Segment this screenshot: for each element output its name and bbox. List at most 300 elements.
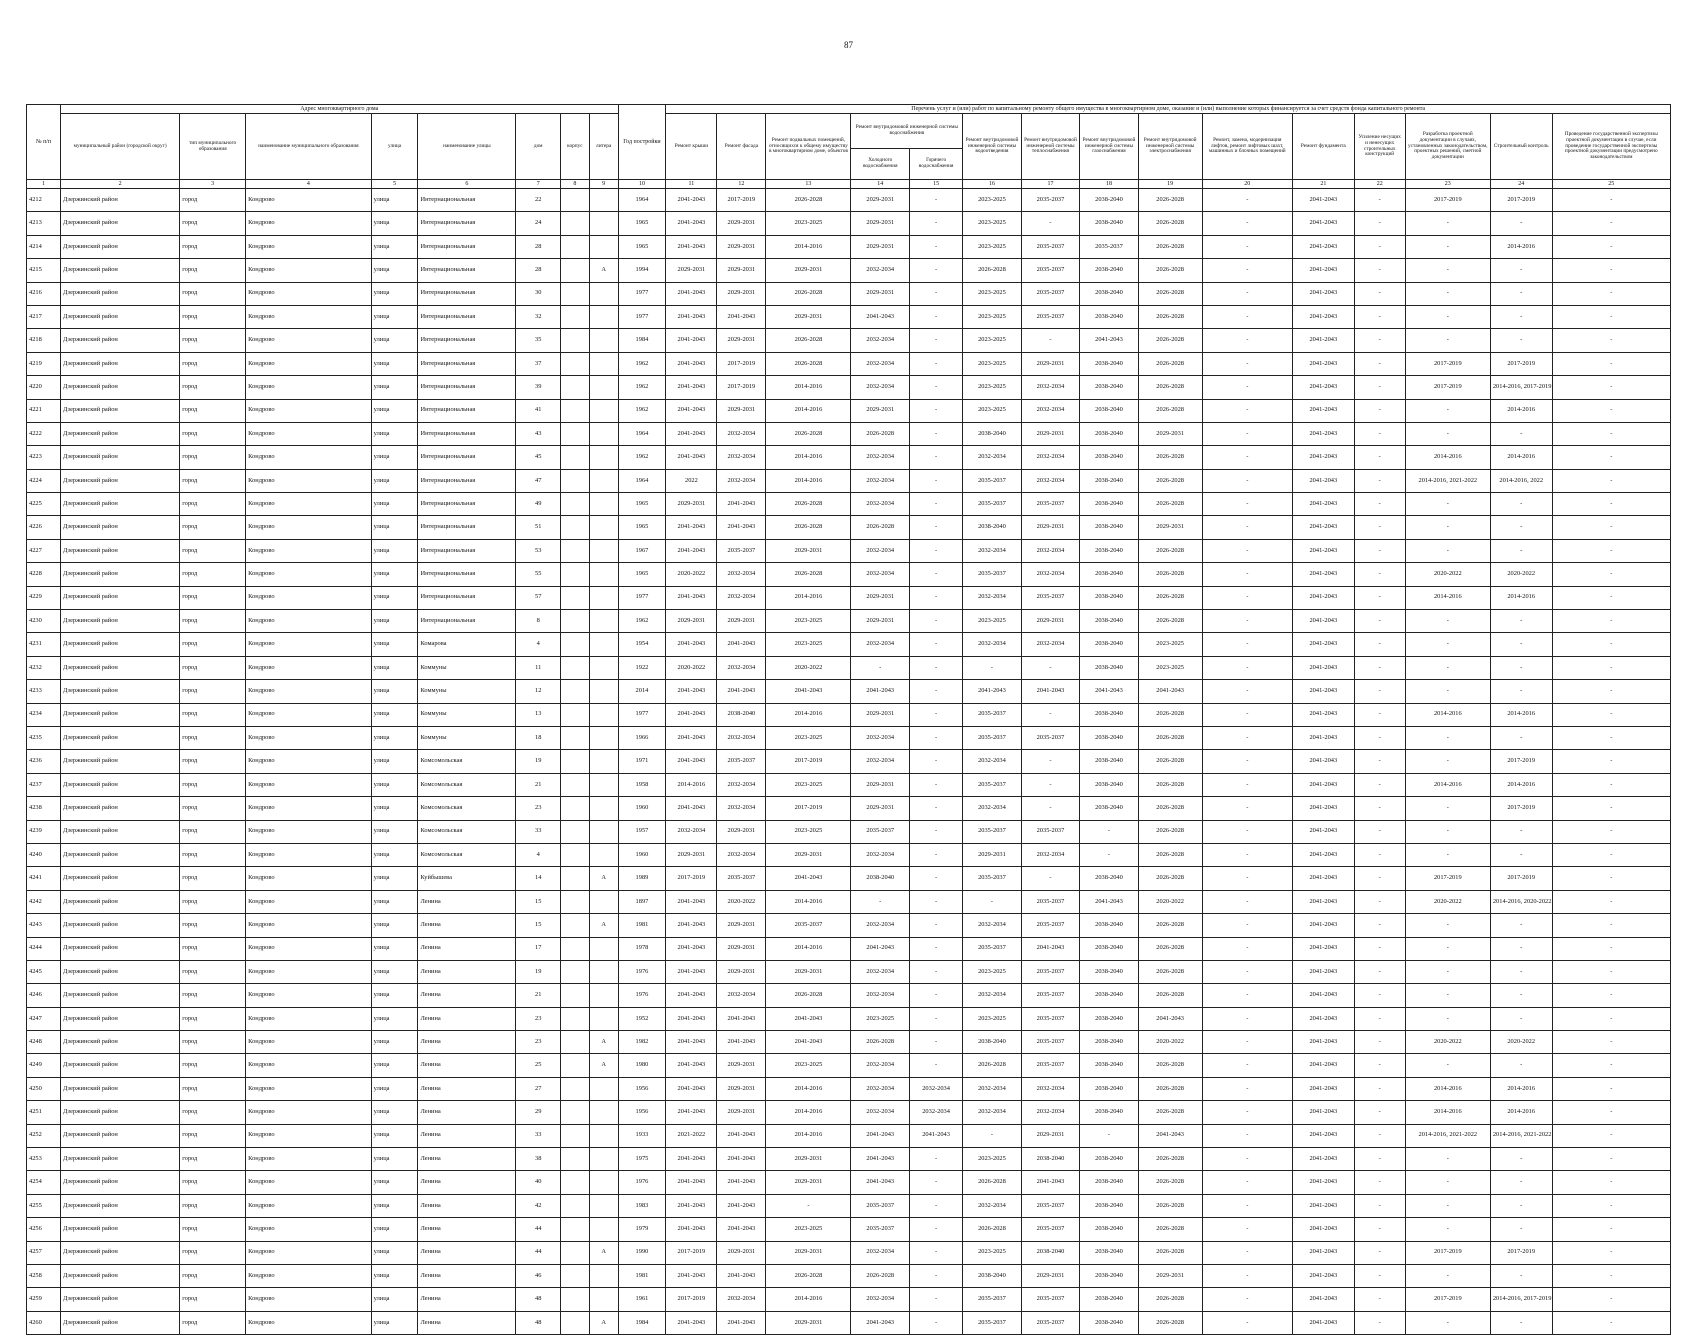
- cell-electric: 2029-2031: [1138, 422, 1202, 445]
- cell-type: город: [180, 516, 246, 539]
- cell-house: 48: [516, 1311, 561, 1334]
- cell-strengthening: -: [1354, 563, 1405, 586]
- column-header-roof: Ремонт крыши: [666, 114, 717, 180]
- cell-elevator: -: [1202, 797, 1292, 820]
- column-number-cell: 10: [618, 180, 666, 189]
- cell-basement: 2023-2025: [766, 610, 851, 633]
- cell-hot-water: -: [910, 1218, 963, 1241]
- cell-year: 1976: [618, 960, 666, 983]
- cell-roof: 2041-2043: [666, 446, 717, 469]
- cell-design: 2017-2019: [1405, 1288, 1490, 1311]
- cell-hot-water: -: [910, 259, 963, 282]
- cell-house: 15: [516, 890, 561, 913]
- cell-heating: 2035-2037: [1021, 305, 1080, 328]
- cell-supervision: 2020-2022: [1490, 1031, 1552, 1054]
- table-row: [27, 1054, 1671, 1077]
- table-row: [27, 539, 1671, 562]
- cell-building: [561, 1124, 590, 1147]
- cell-elevator: -: [1202, 726, 1292, 749]
- cell-heating: 2035-2037: [1021, 586, 1080, 609]
- cell-roof: 2032-2034: [666, 820, 717, 843]
- cell-district: Дзержинский район: [61, 282, 180, 305]
- cell-foundation: 2041-2043: [1292, 376, 1354, 399]
- cell-hot-water: -: [910, 680, 963, 703]
- cell-expertise: -: [1552, 656, 1670, 679]
- cell-heating: 2032-2034: [1021, 563, 1080, 586]
- cell-heating: 2032-2034: [1021, 469, 1080, 492]
- cell-supervision: 2014-2016, 2020-2022: [1490, 890, 1552, 913]
- cell-electric: 2026-2028: [1138, 189, 1202, 212]
- cell-house: 49: [516, 493, 561, 516]
- cell-electric: 2023-2025: [1138, 656, 1202, 679]
- cell-street-type: улица: [371, 446, 418, 469]
- cell-sewerage: 2032-2034: [963, 750, 1022, 773]
- cell-num: 4241: [27, 867, 61, 890]
- cell-building: [561, 516, 590, 539]
- cell-num: 4231: [27, 633, 61, 656]
- cell-house: 28: [516, 235, 561, 258]
- cell-building: [561, 493, 590, 516]
- cell-type: город: [180, 1311, 246, 1334]
- cell-design: -: [1405, 960, 1490, 983]
- cell-num: 4230: [27, 610, 61, 633]
- cell-facade: 2041-2043: [717, 1148, 766, 1171]
- cell-district: Дзержинский район: [61, 610, 180, 633]
- cell-supervision: -: [1490, 914, 1552, 937]
- cell-supervision: -: [1490, 329, 1552, 352]
- cell-hot-water: -: [910, 1311, 963, 1334]
- cell-gas: 2038-2040: [1080, 1311, 1139, 1334]
- cell-house: 22: [516, 189, 561, 212]
- table-row: [27, 820, 1671, 843]
- cell-street-type: улица: [371, 797, 418, 820]
- cell-street-type: улица: [371, 235, 418, 258]
- cell-municipality: Кондрово: [246, 1031, 372, 1054]
- cell-electric: 2026-2028: [1138, 563, 1202, 586]
- cell-house: 27: [516, 1077, 561, 1100]
- cell-street-name: Ленина: [418, 1101, 516, 1124]
- cell-sewerage: 2026-2028: [963, 1171, 1022, 1194]
- cell-design: 2020-2022: [1405, 563, 1490, 586]
- cell-supervision: -: [1490, 820, 1552, 843]
- cell-gas: 2038-2040: [1080, 703, 1139, 726]
- cell-sewerage: 2035-2037: [963, 937, 1022, 960]
- cell-num: 4216: [27, 282, 61, 305]
- cell-street-name: Интернациональная: [418, 282, 516, 305]
- cell-district: Дзержинский район: [61, 726, 180, 749]
- cell-municipality: Кондрово: [246, 867, 372, 890]
- cell-type: город: [180, 867, 246, 890]
- cell-type: город: [180, 1288, 246, 1311]
- cell-type: город: [180, 212, 246, 235]
- cell-municipality: Кондрово: [246, 1288, 372, 1311]
- cell-building: [561, 1218, 590, 1241]
- cell-design: 2020-2022: [1405, 1031, 1490, 1054]
- cell-basement: 2014-2016: [766, 376, 851, 399]
- cell-roof: 2020-2022: [666, 656, 717, 679]
- cell-heating: 2035-2037: [1021, 1288, 1080, 1311]
- cell-expertise: -: [1552, 1101, 1670, 1124]
- table-header: [27, 105, 1671, 189]
- cell-design: -: [1405, 422, 1490, 445]
- cell-hot-water: -: [910, 937, 963, 960]
- cell-gas: 2041-2043: [1080, 680, 1139, 703]
- cell-municipality: Кондрово: [246, 1311, 372, 1334]
- cell-expertise: -: [1552, 329, 1670, 352]
- cell-basement: 2014-2016: [766, 1124, 851, 1147]
- cell-elevator: -: [1202, 516, 1292, 539]
- cell-hot-water: -: [910, 820, 963, 843]
- cell-letter: [589, 539, 618, 562]
- cell-supervision: -: [1490, 1054, 1552, 1077]
- cell-letter: [589, 212, 618, 235]
- cell-house: 14: [516, 867, 561, 890]
- cell-house: 35: [516, 329, 561, 352]
- cell-hot-water: -: [910, 282, 963, 305]
- cell-street-type: улица: [371, 890, 418, 913]
- cell-type: город: [180, 680, 246, 703]
- cell-heating: 2035-2037: [1021, 1007, 1080, 1030]
- cell-hot-water: -: [910, 189, 963, 212]
- cell-municipality: Кондрово: [246, 493, 372, 516]
- cell-heating: -: [1021, 703, 1080, 726]
- cell-cold-water: 2032-2034: [851, 352, 910, 375]
- cell-street-type: улица: [371, 843, 418, 866]
- cell-sewerage: 2023-2025: [963, 212, 1022, 235]
- cell-type: город: [180, 235, 246, 258]
- cell-facade: 2017-2019: [717, 376, 766, 399]
- cell-type: город: [180, 656, 246, 679]
- cell-num: 4237: [27, 773, 61, 796]
- cell-strengthening: -: [1354, 516, 1405, 539]
- cell-electric: 2026-2028: [1138, 1194, 1202, 1217]
- cell-facade: 2029-2031: [717, 329, 766, 352]
- cell-building: [561, 586, 590, 609]
- cell-type: город: [180, 1264, 246, 1287]
- cell-supervision: 2014-2016, 2017-2019: [1490, 376, 1552, 399]
- cell-hot-water: -: [910, 656, 963, 679]
- cell-heating: -: [1021, 329, 1080, 352]
- column-number-cell: 23: [1405, 180, 1490, 189]
- column-header-cold-water: Холодного водоснабжения: [851, 149, 910, 180]
- cell-elevator: -: [1202, 680, 1292, 703]
- cell-num: 4228: [27, 563, 61, 586]
- cell-letter: [589, 1148, 618, 1171]
- column-header-heating: Ремонт внутридомовой инженерной системы теплоснабжения: [1021, 114, 1080, 180]
- cell-basement: 2020-2022: [766, 656, 851, 679]
- cell-cold-water: 2032-2034: [851, 539, 910, 562]
- cell-foundation: 2041-2043: [1292, 539, 1354, 562]
- cell-letter: [589, 446, 618, 469]
- cell-house: 39: [516, 376, 561, 399]
- cell-street-type: улица: [371, 1194, 418, 1217]
- cell-expertise: -: [1552, 305, 1670, 328]
- cell-supervision: 2014-2016: [1490, 399, 1552, 422]
- cell-num: 4236: [27, 750, 61, 773]
- cell-electric: 2026-2028: [1138, 937, 1202, 960]
- group-header-works: Перечень услуг и (или) работ по капитальному ремонту общего имущества в многоквартирном доме, оказание и (или) выполнение которых финансируется за счет средств фонда капитального ремонта: [666, 105, 1671, 114]
- cell-sewerage: 2032-2034: [963, 1101, 1022, 1124]
- cell-cold-water: 2041-2043: [851, 937, 910, 960]
- cell-roof: 2041-2043: [666, 1031, 717, 1054]
- column-number-cell: 25: [1552, 180, 1670, 189]
- cell-street-name: Интернациональная: [418, 610, 516, 633]
- cell-facade: 2029-2031: [717, 1077, 766, 1100]
- column-number-cell: 5: [371, 180, 418, 189]
- cell-municipality: Кондрово: [246, 282, 372, 305]
- cell-facade: 2038-2040: [717, 703, 766, 726]
- cell-letter: [589, 1288, 618, 1311]
- cell-hot-water: -: [910, 1007, 963, 1030]
- cell-type: город: [180, 399, 246, 422]
- cell-roof: 2041-2043: [666, 1311, 717, 1334]
- cell-foundation: 2041-2043: [1292, 1124, 1354, 1147]
- cell-heating: -: [1021, 797, 1080, 820]
- cell-cold-water: 2032-2034: [851, 633, 910, 656]
- cell-district: Дзержинский район: [61, 984, 180, 1007]
- cell-design: -: [1405, 937, 1490, 960]
- cell-year: 1957: [618, 820, 666, 843]
- cell-heating: 2032-2034: [1021, 633, 1080, 656]
- cell-district: Дзержинский район: [61, 446, 180, 469]
- cell-street-type: улица: [371, 960, 418, 983]
- cell-house: 18: [516, 726, 561, 749]
- cell-type: город: [180, 750, 246, 773]
- cell-year: 1958: [618, 773, 666, 796]
- cell-type: город: [180, 820, 246, 843]
- cell-foundation: 2041-2043: [1292, 656, 1354, 679]
- cell-design: -: [1405, 399, 1490, 422]
- cell-street-type: улица: [371, 1171, 418, 1194]
- cell-num: 4229: [27, 586, 61, 609]
- cell-house: 8: [516, 610, 561, 633]
- cell-house: 23: [516, 1031, 561, 1054]
- cell-elevator: -: [1202, 446, 1292, 469]
- cell-supervision: -: [1490, 656, 1552, 679]
- cell-design: 2017-2019: [1405, 1241, 1490, 1264]
- cell-municipality: Кондрово: [246, 399, 372, 422]
- cell-hot-water: -: [910, 539, 963, 562]
- cell-street-type: улица: [371, 1311, 418, 1334]
- table-row: [27, 797, 1671, 820]
- table-row: [27, 1241, 1671, 1264]
- cell-type: город: [180, 1124, 246, 1147]
- cell-hot-water: -: [910, 843, 963, 866]
- cell-cold-water: 2038-2040: [851, 867, 910, 890]
- cell-building: [561, 890, 590, 913]
- cell-basement: 2026-2028: [766, 1264, 851, 1287]
- cell-strengthening: -: [1354, 352, 1405, 375]
- cell-type: город: [180, 376, 246, 399]
- cell-heating: 2038-2040: [1021, 1241, 1080, 1264]
- table-row: [27, 352, 1671, 375]
- cell-num: 4217: [27, 305, 61, 328]
- cell-gas: 2038-2040: [1080, 469, 1139, 492]
- cell-building: [561, 1264, 590, 1287]
- cell-building: [561, 1077, 590, 1100]
- cell-sewerage: 2023-2025: [963, 305, 1022, 328]
- cell-cold-water: -: [851, 890, 910, 913]
- cell-elevator: -: [1202, 1241, 1292, 1264]
- cell-type: город: [180, 586, 246, 609]
- cell-electric: 2026-2028: [1138, 843, 1202, 866]
- cell-letter: [589, 960, 618, 983]
- cell-strengthening: -: [1354, 656, 1405, 679]
- cell-num: 4255: [27, 1194, 61, 1217]
- cell-electric: 2026-2028: [1138, 399, 1202, 422]
- cell-gas: 2038-2040: [1080, 984, 1139, 1007]
- column-number-cell: 1: [27, 180, 61, 189]
- cell-cold-water: 2032-2034: [851, 750, 910, 773]
- cell-elevator: -: [1202, 914, 1292, 937]
- cell-expertise: -: [1552, 726, 1670, 749]
- cell-supervision: -: [1490, 1311, 1552, 1334]
- cell-num: 4243: [27, 914, 61, 937]
- cell-elevator: -: [1202, 539, 1292, 562]
- cell-heating: 2029-2031: [1021, 516, 1080, 539]
- cell-design: -: [1405, 516, 1490, 539]
- table-row: [27, 516, 1671, 539]
- cell-basement: 2014-2016: [766, 703, 851, 726]
- cell-supervision: -: [1490, 305, 1552, 328]
- cell-num: 4247: [27, 1007, 61, 1030]
- cell-expertise: -: [1552, 352, 1670, 375]
- cell-building: [561, 469, 590, 492]
- cell-district: Дзержинский район: [61, 750, 180, 773]
- cell-num: 4258: [27, 1264, 61, 1287]
- column-header-water-group: Ремонт внутридомовой инженерной системы водоснабжения: [851, 114, 963, 149]
- cell-district: Дзержинский район: [61, 1241, 180, 1264]
- cell-roof: 2041-2043: [666, 422, 717, 445]
- cell-street-type: улица: [371, 984, 418, 1007]
- cell-cold-water: 2032-2034: [851, 1288, 910, 1311]
- cell-house: 11: [516, 656, 561, 679]
- cell-basement: 2014-2016: [766, 1101, 851, 1124]
- cell-hot-water: -: [910, 773, 963, 796]
- column-number-cell: 16: [963, 180, 1022, 189]
- cell-street-name: Коммуны: [418, 726, 516, 749]
- cell-roof: 2021-2022: [666, 1124, 717, 1147]
- cell-roof: 2041-2043: [666, 890, 717, 913]
- cell-supervision: -: [1490, 680, 1552, 703]
- cell-letter: А: [589, 914, 618, 937]
- cell-street-type: улица: [371, 516, 418, 539]
- table-row: [27, 1171, 1671, 1194]
- cell-cold-water: 2032-2034: [851, 726, 910, 749]
- cell-sewerage: 2026-2028: [963, 1054, 1022, 1077]
- cell-electric: 2026-2028: [1138, 282, 1202, 305]
- cell-hot-water: -: [910, 352, 963, 375]
- table-body: [27, 189, 1671, 1335]
- cell-roof: 2041-2043: [666, 1264, 717, 1287]
- cell-letter: [589, 1124, 618, 1147]
- cell-hot-water: -: [910, 750, 963, 773]
- cell-municipality: Кондрово: [246, 797, 372, 820]
- cell-heating: 2029-2031: [1021, 1264, 1080, 1287]
- cell-electric: 2026-2028: [1138, 610, 1202, 633]
- cell-district: Дзержинский район: [61, 1054, 180, 1077]
- cell-gas: 2038-2040: [1080, 376, 1139, 399]
- cell-expertise: -: [1552, 1218, 1670, 1241]
- cell-basement: 2014-2016: [766, 399, 851, 422]
- cell-roof: 2041-2043: [666, 352, 717, 375]
- cell-year: 1897: [618, 890, 666, 913]
- table-row: [27, 586, 1671, 609]
- cell-roof: 2041-2043: [666, 212, 717, 235]
- cell-facade: 2041-2043: [717, 1124, 766, 1147]
- column-number-cell: 17: [1021, 180, 1080, 189]
- cell-municipality: Кондрово: [246, 516, 372, 539]
- cell-hot-water: -: [910, 610, 963, 633]
- cell-gas: 2038-2040: [1080, 1241, 1139, 1264]
- cell-cold-water: 2029-2031: [851, 212, 910, 235]
- cell-num: 4226: [27, 516, 61, 539]
- cell-num: 4260: [27, 1311, 61, 1334]
- cell-electric: 2026-2028: [1138, 960, 1202, 983]
- cell-gas: 2038-2040: [1080, 1288, 1139, 1311]
- cell-supervision: 2014-2016: [1490, 446, 1552, 469]
- cell-type: город: [180, 1007, 246, 1030]
- cell-roof: 2020-2022: [666, 563, 717, 586]
- cell-elevator: -: [1202, 1007, 1292, 1030]
- cell-district: Дзержинский район: [61, 867, 180, 890]
- cell-strengthening: -: [1354, 984, 1405, 1007]
- cell-district: Дзержинский район: [61, 703, 180, 726]
- cell-elevator: -: [1202, 1054, 1292, 1077]
- cell-design: 2014-2016: [1405, 773, 1490, 796]
- cell-expertise: -: [1552, 867, 1670, 890]
- cell-facade: 2029-2031: [717, 235, 766, 258]
- cell-cold-water: 2029-2031: [851, 399, 910, 422]
- cell-year: 1981: [618, 1264, 666, 1287]
- cell-design: -: [1405, 539, 1490, 562]
- cell-expertise: -: [1552, 750, 1670, 773]
- cell-sewerage: 2032-2034: [963, 914, 1022, 937]
- cell-expertise: -: [1552, 914, 1670, 937]
- cell-elevator: -: [1202, 352, 1292, 375]
- cell-num: 4221: [27, 399, 61, 422]
- cell-cold-water: 2026-2028: [851, 516, 910, 539]
- cell-district: Дзержинский район: [61, 516, 180, 539]
- cell-cold-water: 2026-2028: [851, 422, 910, 445]
- cell-design: -: [1405, 726, 1490, 749]
- cell-roof: 2041-2043: [666, 680, 717, 703]
- cell-building: [561, 633, 590, 656]
- cell-house: 23: [516, 797, 561, 820]
- cell-building: [561, 937, 590, 960]
- cell-facade: 2032-2034: [717, 797, 766, 820]
- cell-roof: 2041-2043: [666, 703, 717, 726]
- cell-supervision: -: [1490, 539, 1552, 562]
- cell-type: город: [180, 610, 246, 633]
- cell-hot-water: -: [910, 1264, 963, 1287]
- cell-sewerage: 2032-2034: [963, 586, 1022, 609]
- cell-street-type: улица: [371, 1101, 418, 1124]
- cell-heating: 2035-2037: [1021, 235, 1080, 258]
- table-row: [27, 750, 1671, 773]
- cell-supervision: -: [1490, 843, 1552, 866]
- cell-sewerage: 2035-2037: [963, 1311, 1022, 1334]
- cell-hot-water: -: [910, 703, 963, 726]
- cell-house: 33: [516, 820, 561, 843]
- cell-strengthening: -: [1354, 305, 1405, 328]
- cell-street-type: улица: [371, 1124, 418, 1147]
- cell-design: 2014-2016, 2021-2022: [1405, 1124, 1490, 1147]
- cell-supervision: 2017-2019: [1490, 867, 1552, 890]
- cell-supervision: -: [1490, 610, 1552, 633]
- cell-electric: 2026-2028: [1138, 1241, 1202, 1264]
- cell-heating: 2041-2043: [1021, 937, 1080, 960]
